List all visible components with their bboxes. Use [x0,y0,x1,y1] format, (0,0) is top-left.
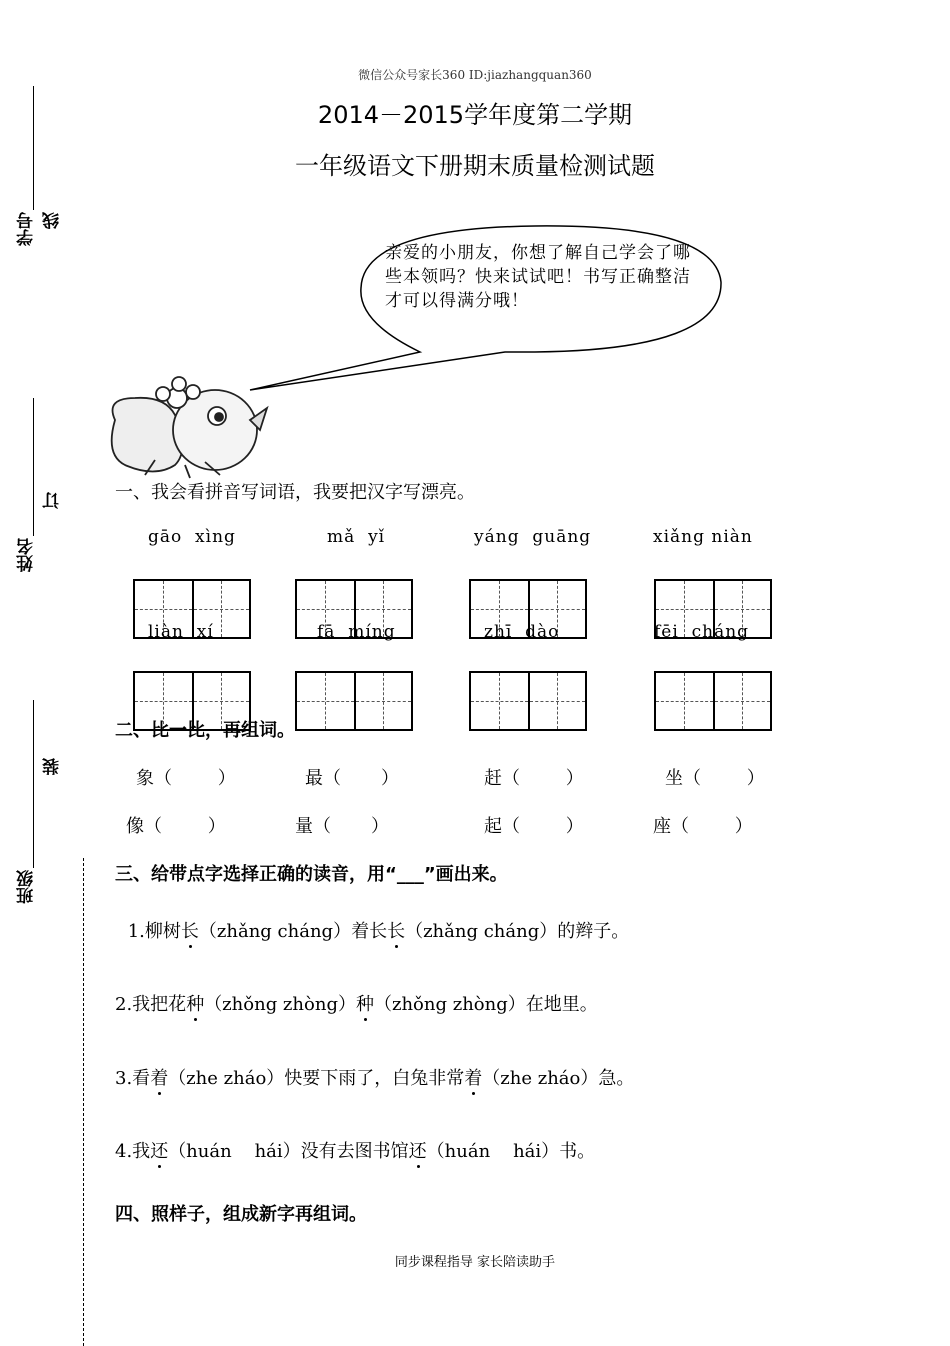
margin-label-xingming: 姓名 [17,538,37,572]
margin-label-xian: 线 [43,212,63,229]
question-2: 2.我把花种（zhǒng zhòng）种（zhǒng zhòng）在地里。 [115,994,598,1015]
pinyin-faming: fā míng [317,622,396,642]
writing-grid-zhidao[interactable] [469,671,587,731]
margin-line [33,700,34,868]
margin-label-zhuang: 装 [43,758,63,775]
pinyin-feichang: fēi cháng [654,622,750,642]
pinyin-lianxi: liàn xí [148,622,214,642]
question-4: 4.我还（huán hái）没有去图书馆还（huán hái）书。 [115,1141,596,1162]
writing-grid-faming[interactable] [295,671,413,731]
pinyin-xiangnian: xiǎng niàn [653,527,753,547]
compare-item[interactable]: 量（ ） [295,816,390,837]
exam-title-line2: 一年级语文下册期末质量检测试题 [295,152,655,180]
compare-item[interactable]: 最（ ） [305,768,400,789]
margin-line [33,86,34,210]
pinyin-zhidao: zhī dào [484,622,560,642]
footer-note: 同步课程指导 家长陪读助手 [394,1255,556,1270]
exam-title-line1: 2014－2015学年度第二学期 [317,101,633,129]
section2-title: 二、比一比，再组词。 [115,720,295,741]
writing-grid-feichang[interactable] [654,671,772,731]
margin-line [33,398,34,536]
question-3: 3.看着（zhe zháo）快要下雨了，白兔非常着（zhe zháo）急。 [115,1068,635,1089]
pinyin-yangguang: yáng guāng [474,527,592,547]
margin-label-xuehao: 学号 [17,212,37,246]
compare-item[interactable]: 赶（ ） [484,768,584,789]
margin-label-ding: 订 [43,492,63,509]
compare-item[interactable]: 像（ ） [126,816,226,837]
bubble-text: 亲爱的小朋友，你想了解自己学会了哪些本领吗？快来试试吧！书写正确整洁才可以得满分哦！ [385,243,691,311]
binding-dashed-line [83,858,84,1346]
compare-item[interactable]: 象（ ） [136,768,236,789]
duck-icon [112,377,267,478]
header-note: 微信公众号家长360 ID:jiazhangquan360 [358,68,592,82]
question-1: 1.柳树长（zhǎng cháng）着长长（zhǎng cháng）的辫子。 [122,921,630,942]
margin-label-banji: 班级 [17,870,37,904]
compare-item[interactable]: 坐（ ） [665,768,765,789]
pinyin-gaoxing: gāo xìng [148,527,236,547]
compare-item[interactable]: 座（ ） [653,816,753,837]
section1-title: 一、我会看拼音写词语，我要把汉字写漂亮。 [115,482,475,503]
compare-item[interactable]: 起（ ） [484,816,584,837]
section4-title: 四、照样子，组成新字再组词。 [115,1204,367,1225]
pinyin-mayi: mǎ yǐ [327,527,386,547]
section3-title: 三、给带点字选择正确的读音，用“___”画出来。 [115,864,508,885]
